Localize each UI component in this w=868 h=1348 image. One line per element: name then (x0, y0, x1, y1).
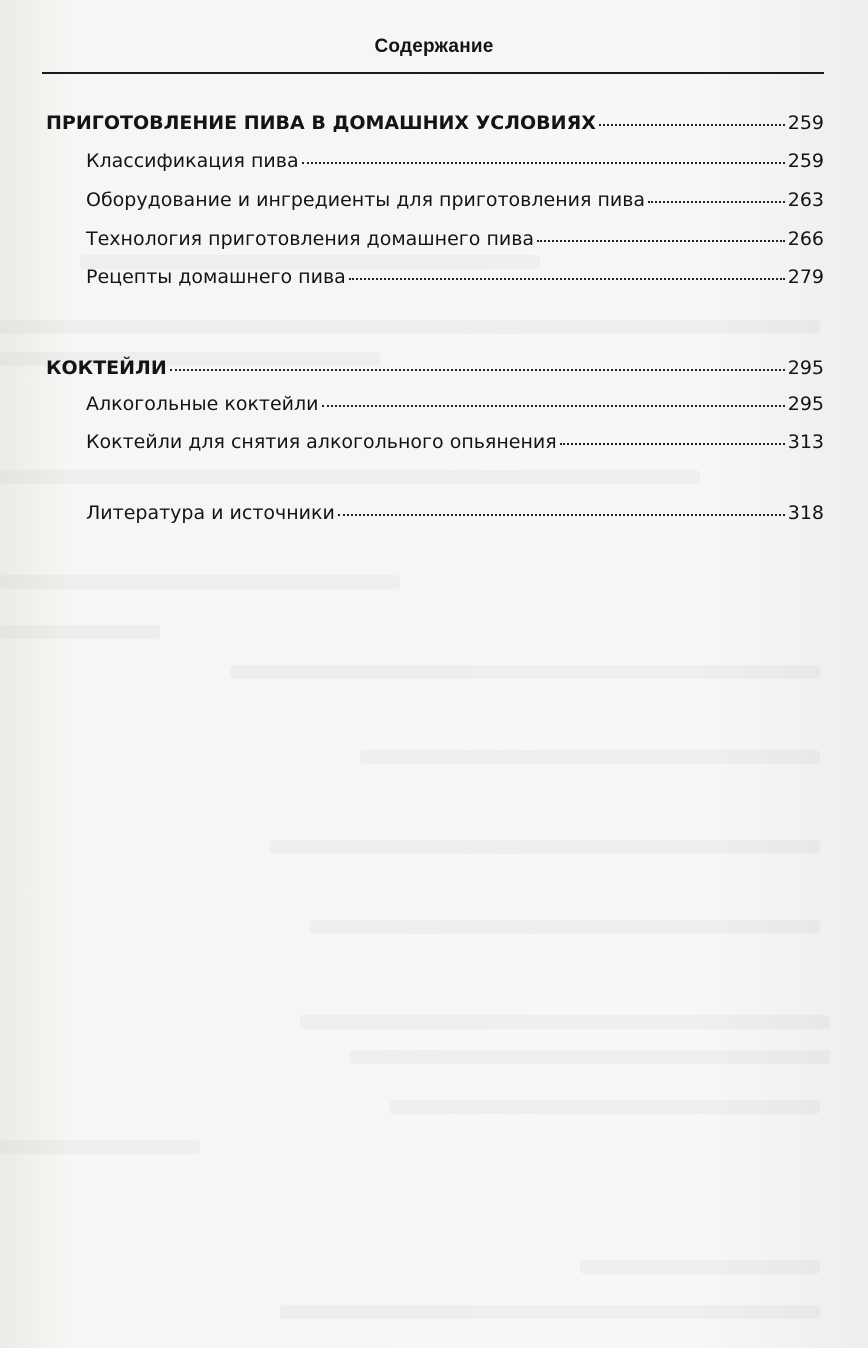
dot-leader (302, 162, 785, 164)
toc-entry-cocktails-section[interactable] (46, 357, 824, 379)
toc-entry-beer-classification[interactable] (86, 150, 824, 172)
toc-entry-title: Литература и источники (86, 502, 335, 524)
dot-leader (338, 514, 785, 516)
toc-page-number: 259 (787, 112, 824, 134)
toc-entry-title: Рецепты домашнего пива (86, 266, 346, 288)
dot-leader (349, 278, 785, 280)
toc-page-number: 259 (787, 150, 824, 172)
dot-leader (599, 124, 785, 126)
toc-entry-beer-recipes[interactable] (86, 266, 824, 288)
dot-leader (170, 369, 785, 371)
toc-page-number: 313 (787, 431, 824, 453)
toc-entry-beer-equipment[interactable] (86, 189, 824, 211)
dot-leader (560, 443, 785, 445)
toc-entry-beer-section[interactable] (46, 112, 824, 134)
toc-page-number: 279 (787, 266, 824, 288)
toc-entry-title: ПРИГОТОВЛЕНИЕ ПИВА В ДОМАШНИХ УСЛОВИЯХ (46, 112, 596, 134)
toc-page-number: 295 (787, 357, 824, 379)
toc-entry-alcoholic-cocktails[interactable] (86, 393, 824, 415)
page-header-title: Содержание (374, 36, 494, 57)
header-divider (42, 72, 824, 74)
toc-entry-title: Технология приготовления домашнего пива (86, 228, 535, 250)
dot-leader (322, 405, 785, 407)
toc-page-number: 318 (787, 502, 824, 524)
toc-entry-title: Коктейли для снятия алкогольного опьянения (86, 431, 557, 453)
toc-page-number: 263 (787, 189, 824, 211)
toc-entry-title: Классификация пива (86, 150, 299, 172)
toc-page-number: 266 (787, 228, 824, 250)
dot-leader (537, 240, 785, 242)
toc-entry-beer-technology[interactable] (86, 228, 824, 250)
toc-entry-title: КОКТЕЙЛИ (46, 357, 167, 379)
toc-entry-hangover-cocktails[interactable] (86, 431, 824, 453)
toc-page-number: 295 (787, 393, 824, 415)
toc-entry-literature[interactable] (86, 502, 824, 524)
dot-leader (648, 201, 785, 203)
toc-entry-title: Алкогольные коктейли (86, 393, 319, 415)
toc-entry-title: Оборудование и ингредиенты для приготовления пива (86, 189, 646, 211)
